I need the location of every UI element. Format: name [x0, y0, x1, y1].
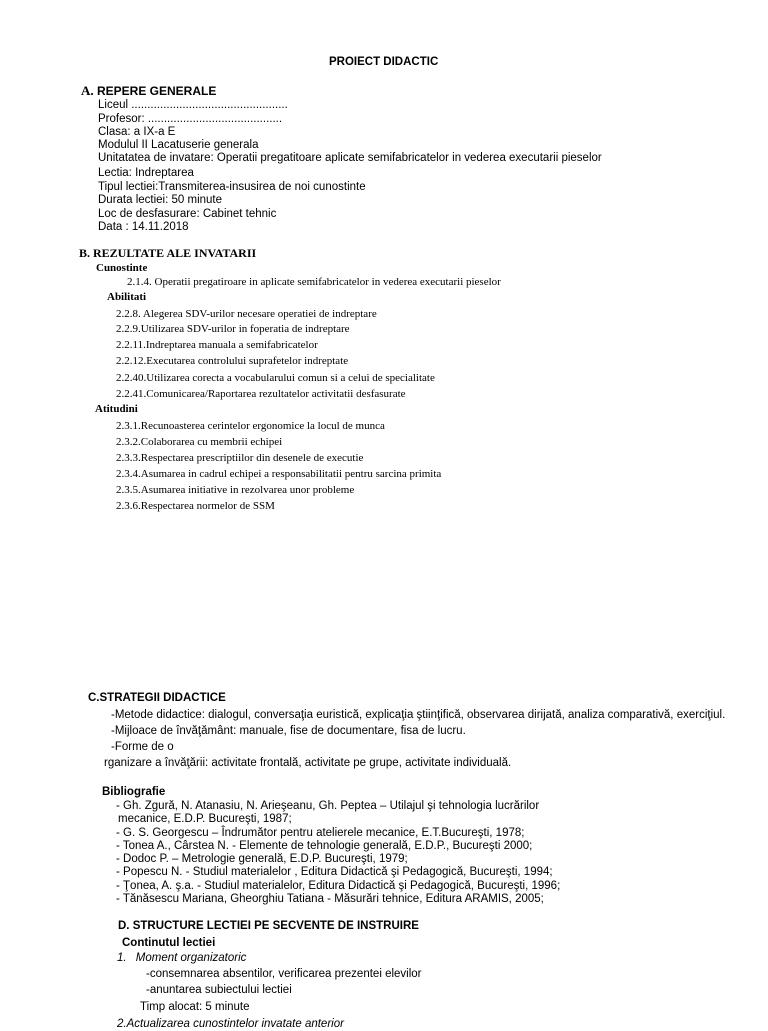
- section-a-title: REPERE GENERALE: [96, 84, 217, 98]
- section-d-item-1: [117, 951, 246, 965]
- section-c-line: -Mijloace de învăţământ: manuale, fise de documentare, fisa de lucru.: [111, 725, 466, 737]
- atitudini-item: 2.3.3.Respectarea prescriptiilor din desenele de executie: [116, 452, 364, 464]
- atitudini-item: 2.3.4.Asumarea in cadrul echipei a responsabilitatii pentru sarcina primita: [116, 468, 442, 480]
- abilitati-item: 2.2.8. Alegerea SDV-urilor necesare operatiei de indreptare: [116, 308, 377, 320]
- section-c-line: -Metode didactice: dialogul, conversaţia euristică, explicaţia ştiinţifică, observarea dirijată, analiza comparativă, exerciţiul.: [111, 709, 726, 721]
- section-d-heading: D. STRUCTURE LECTIEI PE SECVENTE DE INSTRUIRE: [118, 920, 419, 932]
- atitudini-label: Atitudini: [95, 403, 138, 415]
- atitudini-item: 2.3.5.Asumarea initiative in rezolvarea unor probleme: [116, 484, 355, 496]
- section-a-line: Clasa: a IX-a E: [98, 126, 176, 138]
- content-label: Continutul lectiei: [122, 937, 216, 949]
- atitudini-item: 2.3.2.Colaborarea cu membrii echipei: [116, 436, 283, 448]
- section-b-heading: B. REZULTATE ALE INVATARII: [79, 246, 257, 260]
- bibliografie-item: mecanice, E.D.P. Bucureşti, 1987;: [118, 813, 292, 825]
- bibliografie-item: - Tănăsescu Mariana, Gheorghiu Tatiana - Măsurări tehnice, Editura ARAMIS, 2005;: [116, 893, 544, 905]
- bibliografie-item: - Ţonea, A. ş.a. - Studiul materialelor, Editura Didactică şi Pedagogică, Bucureşti, 1996;: [116, 880, 561, 892]
- atitudini-item: 2.3.6.Respectarea normelor de SSM: [116, 500, 275, 512]
- bibliografie-item: - Dodoc P. – Metrologie generală, E.D.P. Bucureşti, 1979;: [116, 853, 408, 865]
- page-title: PROIECT DIDACTIC: [329, 56, 439, 68]
- abilitati-item: 2.2.11.Indreptarea manuala a semifabricatelor: [116, 339, 318, 351]
- section-d-subitem: -consemnarea absentilor, verificarea prezentei elevilor: [146, 968, 422, 980]
- abilitati-item: 2.2.40.Utilizarea corecta a vocabularului comun si a celui de specialitate: [116, 372, 435, 384]
- abilitati-item: 2.2.41.Comunicarea/Raportarea rezultatelor activitatii desfasurate: [116, 388, 406, 400]
- abilitati-item: 2.2.9.Utilizarea SDV-urilor in foperatia de indreptare: [116, 323, 350, 335]
- section-c-heading: C.STRATEGII DIDACTICE: [88, 692, 226, 704]
- bibliografie-item: - Popescu N. - Studiul materialelor , Editura Didactică şi Pedagogică, Bucureşti, 1994;: [116, 866, 553, 878]
- section-a-line: Modulul II Lacatuserie generala: [98, 139, 259, 151]
- bibliografie-heading: Bibliografie: [102, 786, 166, 798]
- section-c-line: -Forme de o: [111, 741, 174, 753]
- item-title: Moment organizatoric: [135, 952, 247, 964]
- item-number: 1.: [117, 952, 127, 964]
- section-a-line: Data : 14.11.2018: [98, 221, 189, 233]
- section-a-line: Tipul lectiei:Transmiterea-insusirea de noi cunostinte: [98, 181, 366, 193]
- section-d-item-2: 2.Actualizarea cunostintelor invatate anterior: [117, 1018, 344, 1030]
- bibliografie-item: - Gh. Zgură, N. Atanasiu, N. Arieşeanu, Gh. Peptea – Utilajul şi tehnologia lucrărilor: [116, 800, 540, 812]
- section-a-line: Liceul .................................................: [98, 99, 288, 111]
- section-a-line: Lectia: Indreptarea: [98, 167, 194, 179]
- time-allocated: Timp alocat: 5 minute: [140, 1001, 250, 1013]
- bibliografie-item: - G. S. Georgescu – Îndrumător pentru atelierele mecanice, E.T.Bucureşti, 1978;: [116, 827, 525, 839]
- abilitati-label: Abilitati: [107, 291, 147, 303]
- cunostinte-label: Cunostinte: [96, 262, 148, 274]
- atitudini-item: 2.3.1.Recunoasterea cerintelor ergonomice la locul de munca: [116, 420, 385, 432]
- section-a-heading: [81, 83, 216, 99]
- section-a-line: Durata lectiei: 50 minute: [98, 194, 223, 206]
- cunostinte-item: 2.1.4. Operatii pregatiroare in aplicate semifabricatelor in vederea executarii pieselor: [127, 276, 501, 288]
- section-d-subitem: -anuntarea subiectului lectiei: [146, 984, 292, 996]
- section-a-line: Profesor: ..........................................: [98, 113, 283, 125]
- section-a-letter: A.: [81, 83, 94, 98]
- section-c-line: rganizare a învăţării: activitate frontală, activitate pe grupe, activitate individuală.: [104, 757, 512, 769]
- bibliografie-item: - Tonea A., Cârstea N. - Elemente de tehnologie generală, E.D.P., Bucureşti 2000;: [116, 840, 533, 852]
- section-a-line: Loc de desfasurare: Cabinet tehnic: [98, 208, 277, 220]
- section-a-line: Unitatatea de invatare: Operatii pregatitoare aplicate semifabricatelor in vederea executarii pieselor: [98, 152, 602, 164]
- abilitati-item: 2.2.12.Executarea controlului suprafetelor indreptate: [116, 355, 349, 367]
